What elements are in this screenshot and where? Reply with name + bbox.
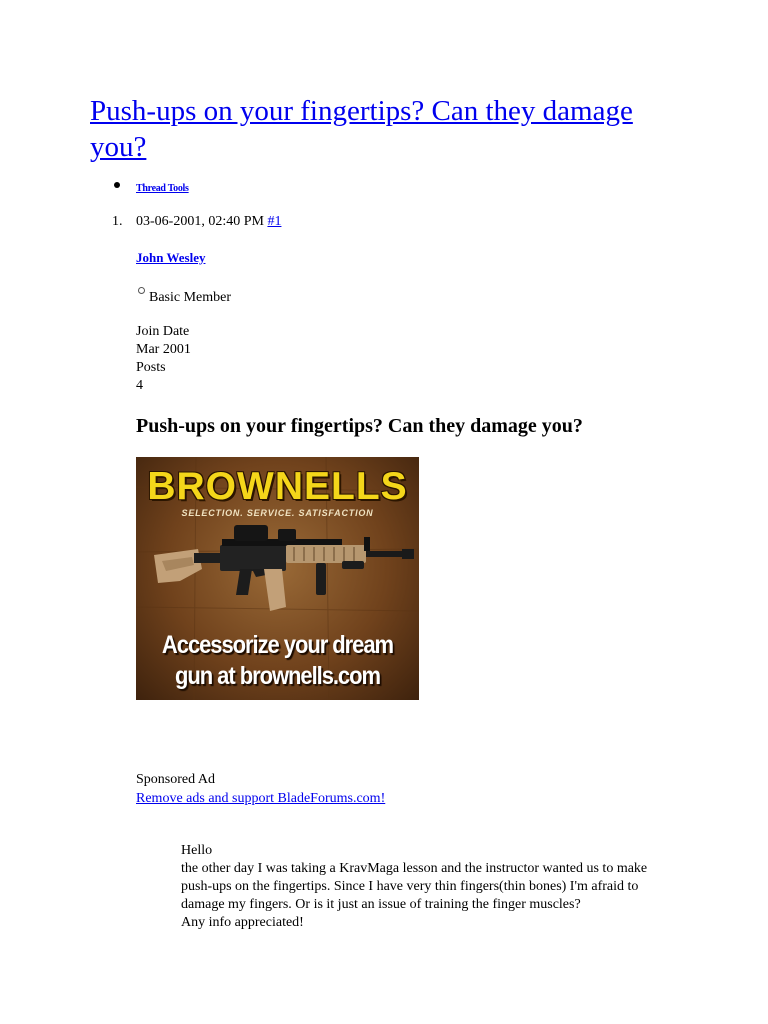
page-title[interactable] bbox=[90, 93, 650, 165]
user-stats bbox=[136, 323, 191, 395]
member-rank-label: Basic Member bbox=[149, 290, 232, 305]
post-meta bbox=[136, 213, 281, 231]
ad-tagline: SELECTION. SERVICE. SATISFACTION bbox=[181, 508, 374, 518]
post-body-line: the other day I was taking a KravMaga lesson and the instructor wanted us to make push-ups on the fingertips. Since I have very thin fingers(thin bones) I'm afraid to damage my fingers. Or is it just an issue of training the finger muscles? bbox=[181, 861, 648, 912]
posts-count: 4 bbox=[136, 378, 143, 393]
join-date-label: Join Date bbox=[136, 324, 190, 339]
post-list-marker: 1. bbox=[112, 214, 123, 229]
rifle-icon bbox=[154, 525, 414, 611]
post-body-line: Any info appreciated! bbox=[181, 915, 304, 930]
post-title: Push-ups on your fingertips? Can they damage you? bbox=[136, 415, 583, 437]
ad-cta-line-1: Accessorize your dream bbox=[161, 631, 394, 659]
ad-brand-logo: BROWNELLS bbox=[147, 465, 408, 508]
ad-cta-line-2: gun at brownells.com bbox=[174, 662, 381, 690]
posts-label: Posts bbox=[136, 360, 166, 375]
thread-tools-item bbox=[114, 178, 189, 196]
rank-circle-icon bbox=[138, 287, 145, 294]
bullet-icon bbox=[114, 182, 120, 188]
post-date: 03-06-2001, 02:40 PM bbox=[136, 214, 264, 229]
member-rank bbox=[138, 287, 231, 307]
author-username-link[interactable]: John Wesley bbox=[136, 250, 206, 265]
sponsored-ad-label: Sponsored Ad bbox=[136, 772, 215, 787]
join-date-value: Mar 2001 bbox=[136, 342, 191, 357]
post-body bbox=[181, 842, 681, 932]
remove-ads-link[interactable]: Remove ads and support BladeForums.com! bbox=[136, 791, 386, 806]
sponsored-ad-banner[interactable] bbox=[136, 457, 419, 700]
thread-title-link[interactable]: Push-ups on your fingertips? Can they damage you? bbox=[90, 95, 633, 163]
ad-call-to-action bbox=[153, 630, 402, 692]
thread-tools-link[interactable]: Thread Tools bbox=[136, 183, 189, 194]
thread-tools-list bbox=[114, 178, 189, 196]
post-body-line: Hello bbox=[181, 843, 213, 858]
post-permalink[interactable]: #1 bbox=[267, 214, 282, 229]
